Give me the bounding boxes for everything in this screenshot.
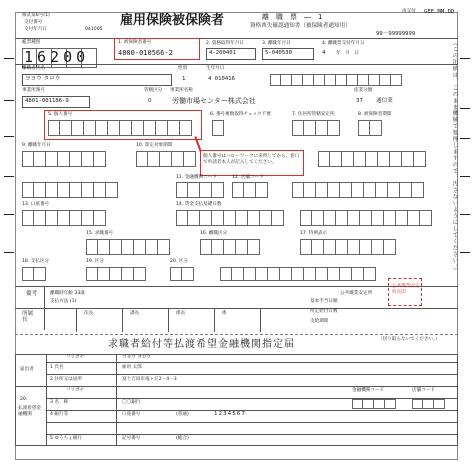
industry-text: 通信業: [376, 98, 393, 104]
bank-code-cells[interactable]: [176, 182, 224, 198]
bank-type-label: 4 銀行等: [50, 412, 69, 417]
base-allowance-label: 基本手当日額: [310, 299, 338, 304]
payment-type-label: 18. 支払区分: [22, 259, 50, 264]
benefit-days-label: 所定給付日数: [310, 309, 338, 314]
insured-number-label: 1. 被保険者番号: [118, 40, 152, 45]
table-row-line: [46, 422, 458, 423]
separation-date-9-label: 9. 離職年月日: [22, 143, 51, 148]
office-number-label: 事業所番号: [22, 88, 45, 93]
personal-number-cells[interactable]: [48, 120, 192, 136]
wage-days-cells[interactable]: [176, 210, 284, 226]
class-20-cells[interactable]: [170, 267, 194, 281]
personal-number-label: 5. 個人番号: [48, 112, 73, 117]
separation-date-label: 3. 離職年月日: [262, 41, 291, 46]
row13-right-cells[interactable]: [300, 210, 432, 226]
section-head-label: 課長: [130, 311, 140, 316]
form-number-2: 交付番号: [24, 20, 43, 25]
callout-text: 個人番号はハローワークに来所してから、窓口で申請者本人が記入してください。: [203, 154, 300, 166]
staff-lead-label: 係長: [176, 311, 186, 316]
jurisdiction-value: 0: [148, 98, 152, 104]
bank-code-input[interactable]: [352, 399, 396, 409]
special-flag-label: 17. 特例表示: [300, 231, 328, 236]
separation-type-label: 16. 離職区分: [200, 231, 228, 236]
birth-value: 4 010416: [208, 76, 235, 82]
birth-label: 生年月日: [206, 66, 225, 71]
branch-code-cells[interactable]: [232, 182, 268, 198]
bank-furigana-label: フリガナ: [66, 388, 85, 393]
account-number-cells[interactable]: [22, 210, 106, 226]
residence-office-label: 7. 住居所管轄安定所: [292, 112, 335, 117]
address-label: 2 住所又は居所: [50, 377, 82, 382]
table-col: [116, 354, 117, 446]
job-number-label: 15. 求職番号: [86, 231, 114, 236]
row-boxes-b[interactable]: [292, 182, 424, 198]
symbol-kind: (総合): [176, 436, 189, 441]
bank-name-label: 3 名 称: [50, 400, 69, 405]
bank-section-number: 20.: [20, 397, 28, 402]
job-number-cells[interactable]: [86, 239, 170, 255]
type-code-value: 16200: [24, 48, 90, 66]
margin-tick: [4, 136, 14, 137]
date-format: GEE.MM.DD: [424, 9, 455, 15]
name-extra-boxes: [270, 74, 402, 86]
form-number-3: 交付年月日: [24, 27, 47, 32]
margin-tick: [4, 252, 14, 253]
type-code-label: 帳票種別: [22, 40, 41, 45]
form-title: 雇用保険被保険者: [120, 13, 225, 28]
approval-divider: [260, 308, 261, 332]
office-name-label: 事業所名称: [170, 88, 193, 93]
margin-tick: [4, 176, 14, 177]
account-number-label: 13. 口座番号: [22, 202, 50, 207]
furigana-value: コヨウ タロウ: [122, 355, 152, 360]
applicant-name-value: 雇用 太郎: [122, 365, 142, 370]
account-kind: (普通): [176, 412, 189, 417]
bank-label: 払渡希望金融機関: [18, 406, 41, 417]
reprint-label: 再交付: [402, 9, 416, 14]
separation-date-9-cells[interactable]: [22, 151, 106, 167]
bank-code-header: 金融機関コード: [352, 388, 385, 393]
acquisition-date-value: 4-200401: [209, 50, 236, 56]
remarks-row-2-border: [15, 308, 458, 309]
branch-code-header: 店舗コード: [412, 388, 435, 393]
multi-number-label: 6. 番号複数取得チェック不要: [210, 112, 271, 117]
separation-date-value: 5-040530: [265, 50, 292, 56]
margin-tick: [460, 138, 470, 139]
furigana-label: フリガナ: [66, 355, 85, 360]
chief-label: 次長: [84, 311, 94, 316]
table-col: [46, 354, 47, 446]
calc-period-label: 10. 算定対象期間: [136, 143, 173, 148]
form-subtitle-top: 離 職 票 ― 1: [262, 13, 323, 21]
row-divider: [15, 64, 458, 65]
margin-tick: [4, 100, 14, 101]
symbol-number-header: 記号番号: [122, 436, 141, 441]
issue-code: 041005: [85, 27, 103, 32]
bank-form-title: 求職者給付等払渡希望金融機関指定届: [108, 339, 295, 350]
bank-code-label: 11. 金融機関コード: [176, 175, 217, 180]
pay-period-label: 支給期間: [310, 319, 329, 324]
staff-label: 係: [222, 311, 227, 316]
remarks-label: 備考: [26, 291, 38, 297]
remarks-line-1: 離職時年齢 33歳: [50, 291, 85, 296]
margin-tick: [4, 58, 14, 59]
jurisdiction-label: 管轄区分: [144, 88, 163, 93]
wage-days-label: 14. 賃金支払基礎日数: [176, 202, 222, 207]
margin-tick: [460, 176, 470, 177]
office-stamp-text: 公共職業安定所長印: [392, 284, 420, 295]
name-value: ヨヨウ タロウ: [25, 76, 61, 82]
insured-period-cells[interactable]: [358, 120, 382, 136]
special-flag-cells[interactable]: [300, 239, 396, 255]
row-boxes-a[interactable]: [22, 182, 118, 198]
name-label: 離職者氏名: [22, 66, 45, 71]
applicant-label: 届出者: [20, 367, 34, 372]
cut-line: [15, 334, 458, 335]
handling-note: （この用紙は、このまま機械で処理しますので、汚さないようにしてください。）: [451, 40, 458, 275]
margin-tick: [4, 214, 14, 215]
separation-type-cells[interactable]: [200, 239, 260, 255]
margin-tick: [460, 252, 470, 253]
table-row-line: [15, 386, 458, 387]
office-number-value: 4801-001186-9: [25, 98, 69, 104]
row18-right-cells[interactable]: [220, 267, 376, 281]
issue-date-era: 4: [322, 50, 326, 56]
table-row-line: [46, 434, 458, 435]
payment-type-cells[interactable]: [22, 267, 46, 281]
office-text: 公共職業安定所: [340, 291, 373, 296]
serial-number: 99－99999999: [376, 31, 416, 37]
address-value: 富士吉田市竜ヶ丘2－4－3: [122, 377, 177, 382]
account-number-header: 口座番号: [122, 412, 141, 417]
gender-value: 1: [182, 76, 186, 82]
issue-date-units: 年 月 日: [336, 51, 359, 56]
class-19-cells[interactable]: [86, 267, 146, 281]
applicant-name-label: 1 氏名: [50, 365, 64, 370]
issue-date-label: 4. 離職票交付年月日: [322, 41, 365, 46]
insured-period-label: 8. 被保険者期間: [358, 112, 392, 117]
office-name-value: 労働市場センター株式会社: [172, 97, 256, 105]
form-subtitle-bottom: 資格喪失確認通知書（被保険者通知用）: [250, 23, 351, 29]
industry-code: 37: [356, 98, 364, 104]
insured-number-value: 4800-010566-2: [118, 49, 173, 57]
residence-office-cells[interactable]: [292, 120, 340, 136]
class-19-label: 19. 区分: [86, 259, 104, 264]
calc-period-cells[interactable]: [136, 151, 196, 167]
form-number: 様式第6号(1): [22, 13, 50, 18]
yucho-label: 5 ゆうちょ銀行: [50, 436, 82, 441]
table-row-line: [46, 398, 458, 399]
table-row-line: [46, 374, 458, 375]
gender-label: 性別: [178, 66, 188, 71]
cut-notice: （切り取らないでください。）: [378, 337, 441, 342]
multi-number-box[interactable]: [212, 120, 224, 136]
header-divider: [15, 38, 458, 39]
office-affiliation-label: 所属長: [22, 311, 34, 323]
branch-code-label: 12. 店舗コード: [232, 175, 264, 180]
acquisition-date-label: 2. 資格取得年月日: [206, 41, 245, 46]
branch-code-input[interactable]: [412, 399, 445, 409]
bank-name-value: 〇〇銀行: [122, 400, 141, 405]
table-row-line: [46, 410, 458, 411]
account-number-value: 1234567: [214, 411, 246, 417]
approval-divider: [168, 308, 169, 332]
margin-tick: [460, 214, 470, 215]
table-row-line: [46, 362, 458, 363]
class-20-label: 20. 区分: [170, 259, 188, 264]
approval-divider: [214, 308, 215, 332]
approval-divider: [122, 308, 123, 332]
margin-tick: [460, 58, 470, 59]
margin-tick: [460, 108, 470, 109]
industry-label: 産業分類: [354, 88, 373, 93]
remarks-line-2: 支払方法 (1): [50, 299, 77, 304]
row10-right-cells[interactable]: [318, 151, 426, 167]
approval-divider: [76, 308, 77, 332]
